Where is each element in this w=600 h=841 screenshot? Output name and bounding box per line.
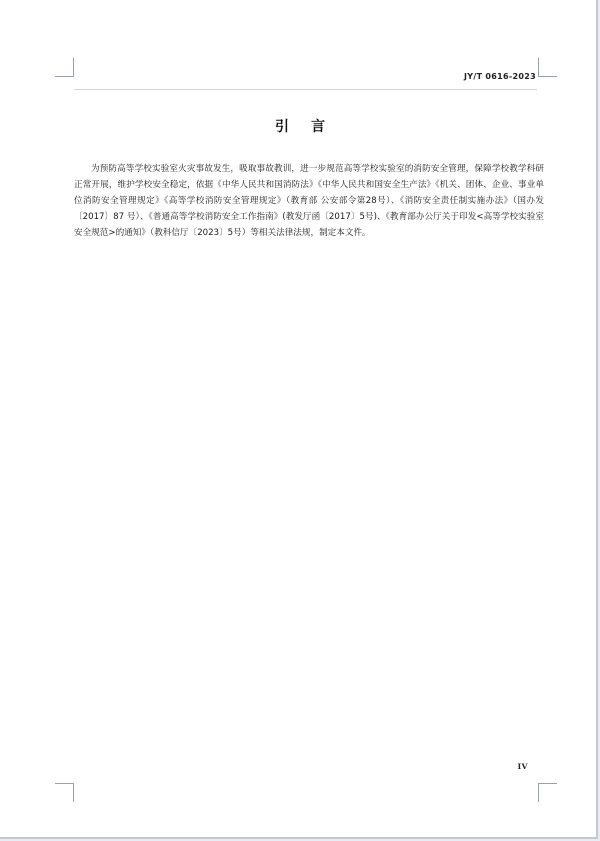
crop-mark-top-left	[55, 58, 74, 77]
page-title: 引言	[275, 119, 347, 135]
crop-mark-bottom-left	[55, 783, 74, 802]
page-number: IV	[517, 762, 528, 771]
introduction-paragraph: 为预防高等学校实验室火灾事故发生，吸取事故教训，进一步规范高等学校实验室的消防安全管理，保障学校教学科研正常开展，维护学校安全稳定，依据《中华人民共和国消防法》《中华人民共和国安全生产法》《机关、团体、企业、事业单位消防安全管理规定》《高等学校消防安全管理规定》（教育部 公安部令第28号）、《消防安全责任制实施办法》（国办发〔2017〕87 号）、《普通高等学校消防安全工作指南》(教发厅函〔2017〕5号)、《教育部办公厅关于印发<高等学校实验室安全规范>的通知》（教科信厅〔2023〕5号）等相关法律法规，制定本文件。	[74, 164, 544, 238]
document-code: JY/T 0616-2023	[464, 72, 536, 81]
crop-mark-bottom-right	[538, 783, 557, 802]
header-rule	[74, 89, 537, 90]
crop-mark-top-right	[538, 58, 557, 77]
